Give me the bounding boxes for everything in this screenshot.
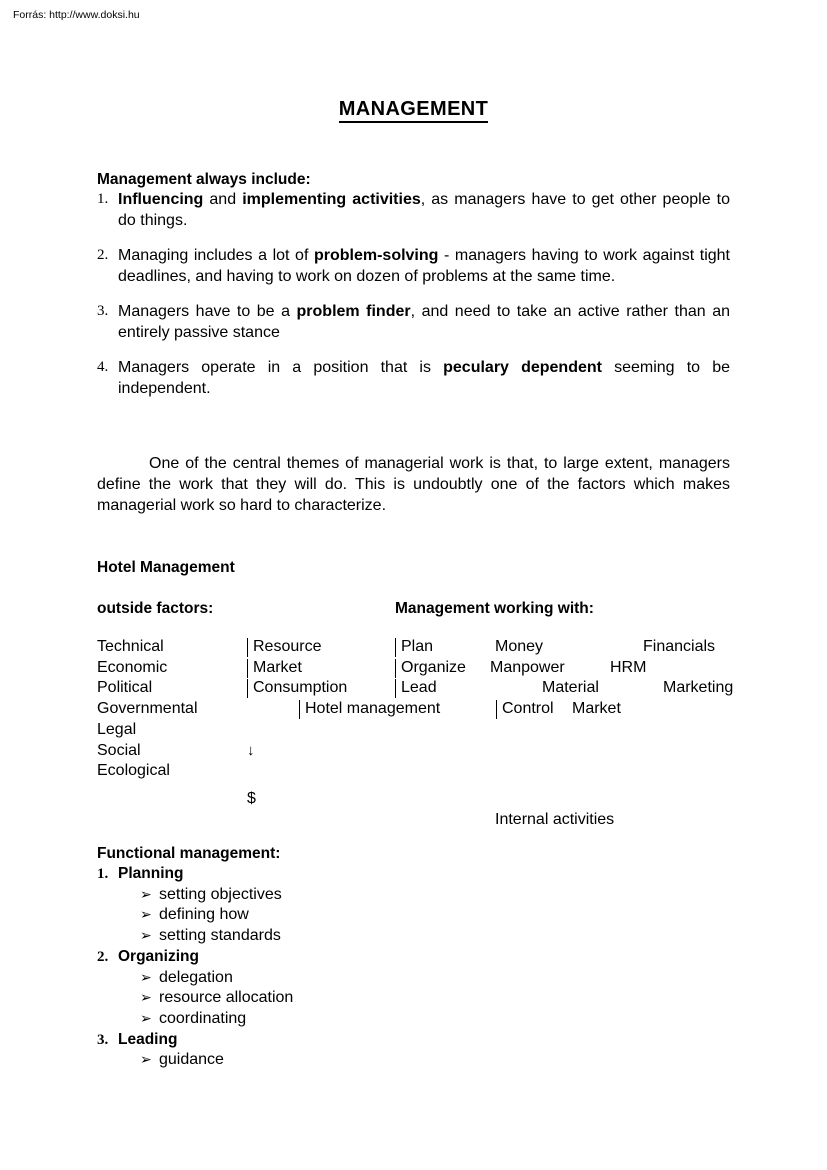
column-divider bbox=[299, 700, 300, 719]
page-title-text: MANAGEMENT bbox=[339, 98, 489, 123]
management-function-item: Plan bbox=[401, 638, 434, 655]
arrowhead-bullet-icon: ➢ bbox=[140, 989, 152, 1006]
body-text: , and need to take an active rather than an entirely passive stance bbox=[118, 303, 730, 341]
list-item bbox=[140, 905, 730, 926]
list-item-label: delegation bbox=[159, 968, 233, 986]
list-item-label: resource allocation bbox=[159, 989, 294, 1007]
functional-management-item bbox=[97, 1030, 730, 1071]
outside-factor-item: Social bbox=[97, 741, 141, 759]
body-text: Managing includes a lot of bbox=[118, 247, 314, 264]
functional-management-item bbox=[97, 864, 730, 947]
body-text: , as managers have to get other people to do things. bbox=[118, 191, 731, 229]
list-number: 1. bbox=[97, 866, 109, 882]
central-themes-paragraph: One of the central themes of managerial work is that, to large extent, managers define the work that they will do. This is undoubtly one of the factors which makes managerial work so hard to characterize. bbox=[97, 455, 730, 514]
page-title bbox=[0, 98, 827, 121]
outside-factor-item: Technical bbox=[97, 638, 164, 655]
management-include-list bbox=[97, 189, 730, 399]
list-item-label: guidance bbox=[159, 1051, 224, 1069]
functional-management-list bbox=[97, 864, 730, 1071]
column-divider bbox=[395, 659, 396, 678]
management-function-item: Lead bbox=[401, 679, 437, 697]
outside-factor-item: Governmental bbox=[97, 700, 198, 718]
column-divider bbox=[395, 679, 396, 698]
list-number: 4. bbox=[97, 359, 109, 375]
section-heading-functional-management: Functional management: bbox=[97, 845, 281, 862]
list-item-label: setting standards bbox=[159, 927, 281, 945]
resource-item: Hotel management bbox=[305, 700, 441, 718]
emphasis-text: peculary dependent bbox=[443, 359, 602, 376]
list-item bbox=[140, 988, 730, 1009]
list-item-label: defining how bbox=[159, 906, 249, 924]
management-function-item: Control bbox=[502, 700, 554, 718]
functional-area-item: Marketing bbox=[663, 679, 734, 697]
resource-item: Consumption bbox=[253, 679, 348, 697]
functional-area-item: Financials bbox=[643, 638, 716, 655]
arrowhead-bullet-icon: ➢ bbox=[140, 927, 152, 944]
body-text: Managers operate in a position that is bbox=[118, 359, 444, 376]
arrowhead-bullet-icon: ➢ bbox=[140, 968, 152, 985]
emphasis-text: problem finder bbox=[296, 303, 411, 320]
list-number: 2. bbox=[97, 247, 109, 263]
functional-area-item: HRM bbox=[610, 658, 647, 676]
functional-management-item bbox=[97, 947, 730, 1030]
hotel-management-grid bbox=[97, 637, 734, 828]
section-heading-management-always-include: Management always include: bbox=[97, 171, 311, 188]
list-item bbox=[140, 1050, 730, 1071]
column-divider bbox=[247, 638, 248, 657]
outside-factor-item: Legal bbox=[97, 720, 137, 738]
arrowhead-bullet-icon: ➢ bbox=[140, 885, 152, 902]
functional-management-sublist bbox=[118, 1050, 730, 1071]
functional-management-sublist bbox=[118, 885, 730, 947]
column-divider bbox=[496, 700, 497, 719]
column-divider bbox=[395, 638, 396, 657]
functional-management-sublist bbox=[118, 968, 730, 1030]
source-watermark: Forrás: http://www.doksi.hu bbox=[13, 9, 140, 21]
management-include-item bbox=[97, 245, 730, 287]
management-include-item bbox=[97, 189, 730, 231]
list-number: 1. bbox=[97, 191, 109, 207]
list-number: 3. bbox=[97, 303, 109, 319]
emphasis-text: Influencing bbox=[118, 191, 204, 208]
functional-management-label: Planning bbox=[118, 865, 184, 882]
column-heading-outside-factors: outside factors: bbox=[97, 600, 214, 617]
functional-management-label: Leading bbox=[118, 1030, 178, 1048]
outside-factor-item: Political bbox=[97, 679, 153, 697]
list-item-label: setting objectives bbox=[159, 885, 282, 903]
outside-factor-item: Ecological bbox=[97, 762, 170, 780]
resource-item: Market bbox=[253, 658, 302, 676]
management-means-item: Market bbox=[572, 700, 621, 718]
resource-item: Resource bbox=[253, 638, 322, 655]
body-text: - managers having to work against tight deadlines, and having to work on dozen of problems at the same time. bbox=[118, 247, 730, 285]
emphasis-text: problem-solving bbox=[313, 247, 439, 264]
arrowhead-bullet-icon: ➢ bbox=[140, 1009, 152, 1026]
management-means-item: Material bbox=[542, 679, 599, 697]
column-heading-management-working-with: Management working with: bbox=[395, 600, 594, 617]
management-means-item: Money bbox=[495, 638, 544, 655]
functional-management-label: Organizing bbox=[118, 947, 199, 965]
outside-factor-item: Economic bbox=[97, 658, 168, 676]
down-arrow-icon: ↓ bbox=[247, 741, 255, 759]
body-text: Managers have to be a bbox=[118, 303, 297, 320]
dollar-symbol: $ bbox=[247, 790, 256, 808]
list-item-label: coordinating bbox=[159, 1009, 247, 1027]
section-heading-hotel-management: Hotel Management bbox=[97, 559, 235, 576]
list-item bbox=[140, 968, 730, 989]
list-number: 2. bbox=[97, 948, 109, 965]
list-item bbox=[140, 926, 730, 947]
management-include-item bbox=[97, 301, 730, 343]
body-text: and bbox=[203, 191, 243, 208]
arrowhead-bullet-icon: ➢ bbox=[140, 1051, 152, 1068]
column-divider bbox=[247, 659, 248, 678]
emphasis-text: implementing activities bbox=[242, 191, 421, 208]
column-divider bbox=[247, 679, 248, 698]
list-number: 3. bbox=[97, 1031, 109, 1048]
management-include-item bbox=[97, 357, 730, 399]
management-means-item: Manpower bbox=[490, 658, 565, 676]
arrowhead-bullet-icon: ➢ bbox=[140, 906, 152, 923]
list-item bbox=[140, 1009, 730, 1030]
body-text: seeming to be independent. bbox=[118, 359, 730, 397]
management-function-item: Organize bbox=[401, 658, 466, 676]
list-item bbox=[140, 885, 730, 906]
internal-activities-label: Internal activities bbox=[495, 810, 615, 828]
